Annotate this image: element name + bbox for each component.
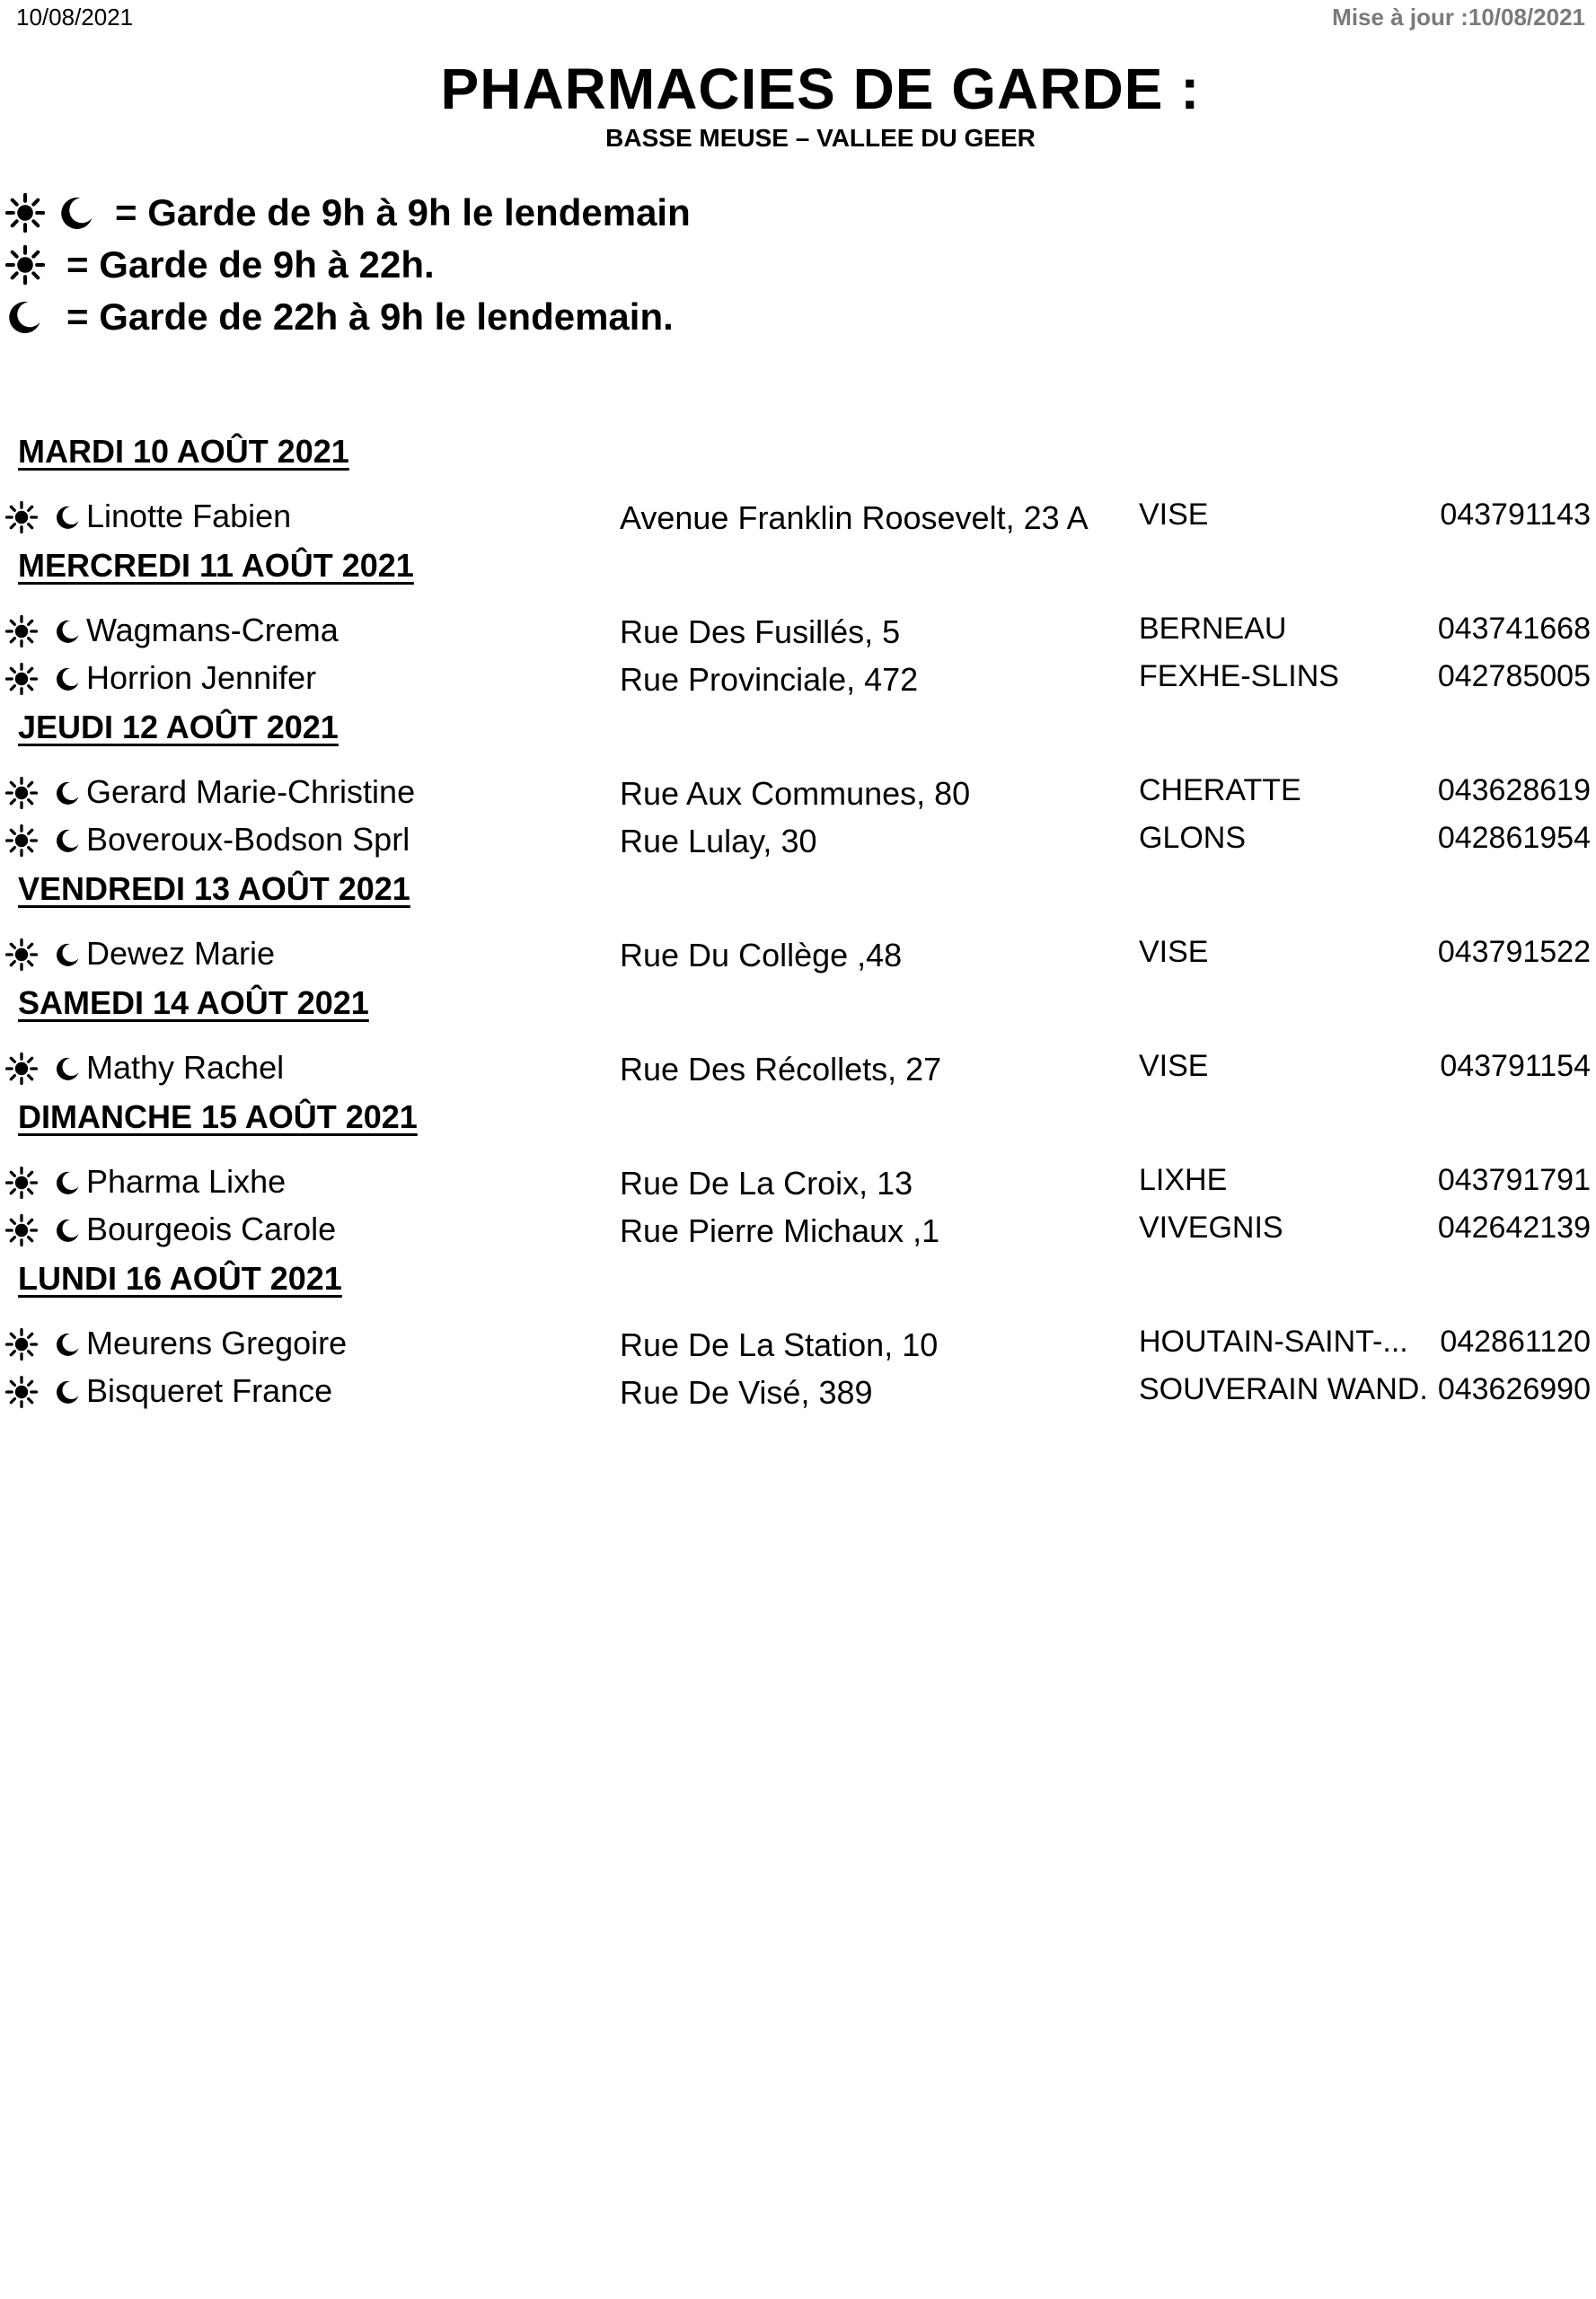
day-heading: DIMANCHE 15 AOÛT 2021 <box>18 1098 418 1135</box>
pharmacy-city: LIXHE <box>1139 1163 1228 1197</box>
shift-icons <box>5 1053 81 1085</box>
moon-icon <box>54 1217 81 1244</box>
moon-icon <box>54 618 81 645</box>
pharmacy-city: VIVEGNIS <box>1139 1211 1283 1245</box>
pharmacy-name: Meurens Gregoire <box>86 1325 348 1361</box>
pharmacy-address: Rue Lulay, 30 <box>620 823 817 859</box>
pharmacy-phone: 043626990 <box>1437 1372 1591 1406</box>
legend-row <box>5 291 691 343</box>
day-heading: MARDI 10 AOÛT 2021 <box>18 433 349 470</box>
page-title: PHARMACIES DE GARDE : <box>440 57 1201 121</box>
pharmacy-address: Rue De La Station, 10 <box>620 1326 939 1363</box>
pharmacy-city: VISE <box>1139 498 1209 532</box>
pharmacy-phone: 043791522 <box>1437 935 1591 969</box>
sun-icon <box>5 615 38 647</box>
pharmacy-city: VISE <box>1139 935 1209 969</box>
pharmacy-city: BERNEAU <box>1139 612 1287 646</box>
sun-icon <box>5 777 38 809</box>
legend-row <box>5 187 691 239</box>
pharmacy-row <box>0 1159 1596 1204</box>
shift-icons <box>5 615 81 647</box>
pharmacy-city: FEXHE-SLINS <box>1139 659 1339 693</box>
shift-icons <box>5 501 81 533</box>
shift-icons <box>5 938 81 971</box>
moon-icon <box>54 1169 81 1196</box>
moon-icon <box>54 1379 81 1405</box>
pharmacy-phone: 042861954 <box>1437 821 1591 855</box>
pharmacy-phone: 043791154 <box>1440 1049 1591 1083</box>
sun-icon <box>5 1376 38 1408</box>
day-heading: SAMEDI 14 AOÛT 2021 <box>18 984 369 1021</box>
sun-icon <box>5 1053 38 1085</box>
moon-icon <box>54 827 81 854</box>
pharmacy-phone: 043791143 <box>1440 498 1591 532</box>
moon-icon <box>57 194 95 232</box>
pharmacy-address: Rue Des Récollets, 27 <box>620 1051 942 1088</box>
pharmacy-address: Avenue Franklin Roosevelt, 23 A <box>620 499 1089 536</box>
pharmacy-phone: 042861120 <box>1440 1325 1591 1359</box>
day-heading: VENDREDI 13 AOÛT 2021 <box>18 870 410 907</box>
day-heading: JEUDI 12 AOÛT 2021 <box>18 709 339 745</box>
pharmacy-row <box>0 931 1596 976</box>
moon-icon <box>54 941 81 968</box>
pharmacy-row <box>0 817 1596 862</box>
legend-icons <box>5 298 57 336</box>
pharmacy-name: Dewez Marie <box>86 935 276 972</box>
pharmacy-name: Boveroux-Bodson Sprl <box>86 821 410 858</box>
sun-icon <box>5 193 45 233</box>
sun-icon <box>5 1214 38 1246</box>
pharmacy-row <box>0 1321 1596 1366</box>
print-date: 10/08/2021 <box>16 4 134 31</box>
shift-icons <box>5 1328 81 1361</box>
shift-icons <box>5 824 81 857</box>
legend-text: = Garde de 9h à 9h le lendemain <box>115 191 691 233</box>
legend <box>5 187 691 343</box>
pharmacy-name: Gerard Marie-Christine <box>86 773 416 810</box>
pharmacy-phone: 043741668 <box>1437 612 1591 646</box>
pharmacy-city: CHERATTE <box>1139 773 1301 807</box>
pharmacy-phone: 043791791 <box>1437 1163 1591 1197</box>
pharmacy-phone: 042642139 <box>1437 1211 1591 1245</box>
pharmacy-address: Rue Provinciale, 472 <box>620 661 919 698</box>
pharmacy-city: VISE <box>1139 1049 1209 1083</box>
moon-icon <box>54 504 81 531</box>
pharmacy-name: Bisqueret France <box>86 1372 333 1409</box>
sun-icon <box>5 663 38 695</box>
update-date: Mise à jour :10/08/2021 <box>1332 4 1585 31</box>
legend-text: = Garde de 9h à 22h. <box>66 243 435 286</box>
legend-text: = Garde de 22h à 9h le lendemain. <box>66 295 674 338</box>
pharmacy-name: Wagmans-Crema <box>86 612 339 648</box>
moon-icon <box>54 1055 81 1082</box>
pharmacy-row <box>0 770 1596 815</box>
shift-icons <box>5 1376 81 1408</box>
sun-icon <box>5 501 38 533</box>
pharmacy-row <box>0 494 1596 539</box>
legend-icons <box>5 193 106 233</box>
shift-icons <box>5 1167 81 1199</box>
pharmacy-phone: 043628619 <box>1437 773 1591 807</box>
sun-icon <box>5 938 38 971</box>
moon-icon <box>5 298 43 336</box>
pharmacy-address: Rue Aux Communes, 80 <box>620 775 971 812</box>
day-heading: LUNDI 16 AOÛT 2021 <box>18 1260 342 1297</box>
pharmacy-address: Rue De La Croix, 13 <box>620 1165 913 1202</box>
pharmacy-city: SOUVERAIN WAND. <box>1139 1372 1428 1406</box>
shift-icons <box>5 663 81 695</box>
pharmacy-city: GLONS <box>1139 821 1247 855</box>
pharmacy-city: HOUTAIN-SAINT-... <box>1139 1325 1408 1359</box>
pharmacy-name: Horrion Jennifer <box>86 659 317 696</box>
moon-icon <box>54 665 81 692</box>
sun-icon <box>5 245 45 285</box>
moon-icon <box>54 780 81 806</box>
sun-icon <box>5 1167 38 1199</box>
pharmacy-name: Linotte Fabien <box>86 498 292 534</box>
pharmacy-address: Rue De Visé, 389 <box>620 1374 873 1411</box>
pharmacy-name: Bourgeois Carole <box>86 1211 337 1247</box>
pharmacy-name: Pharma Lixhe <box>86 1163 287 1200</box>
pharmacy-row <box>0 1369 1596 1414</box>
pharmacy-row <box>0 1045 1596 1090</box>
page-subtitle: BASSE MEUSE – VALLEE DU GEER <box>605 124 1036 152</box>
pharmacy-name: Mathy Rachel <box>86 1049 285 1086</box>
legend-icons <box>5 245 57 285</box>
shift-icons <box>5 777 81 809</box>
pharmacy-address: Rue Pierre Michaux ,1 <box>620 1212 940 1249</box>
pharmacy-row <box>0 608 1596 653</box>
day-heading: MERCREDI 11 AOÛT 2021 <box>18 547 414 584</box>
legend-row <box>5 239 691 291</box>
pharmacy-address: Rue Des Fusillés, 5 <box>620 613 901 650</box>
shift-icons <box>5 1214 81 1246</box>
pharmacy-row <box>0 656 1596 700</box>
sun-icon <box>5 824 38 857</box>
pharmacy-address: Rue Du Collège ,48 <box>620 937 903 973</box>
pharmacy-phone: 042785005 <box>1437 659 1591 693</box>
pharmacy-row <box>0 1207 1596 1252</box>
moon-icon <box>54 1331 81 1358</box>
sun-icon <box>5 1328 38 1361</box>
